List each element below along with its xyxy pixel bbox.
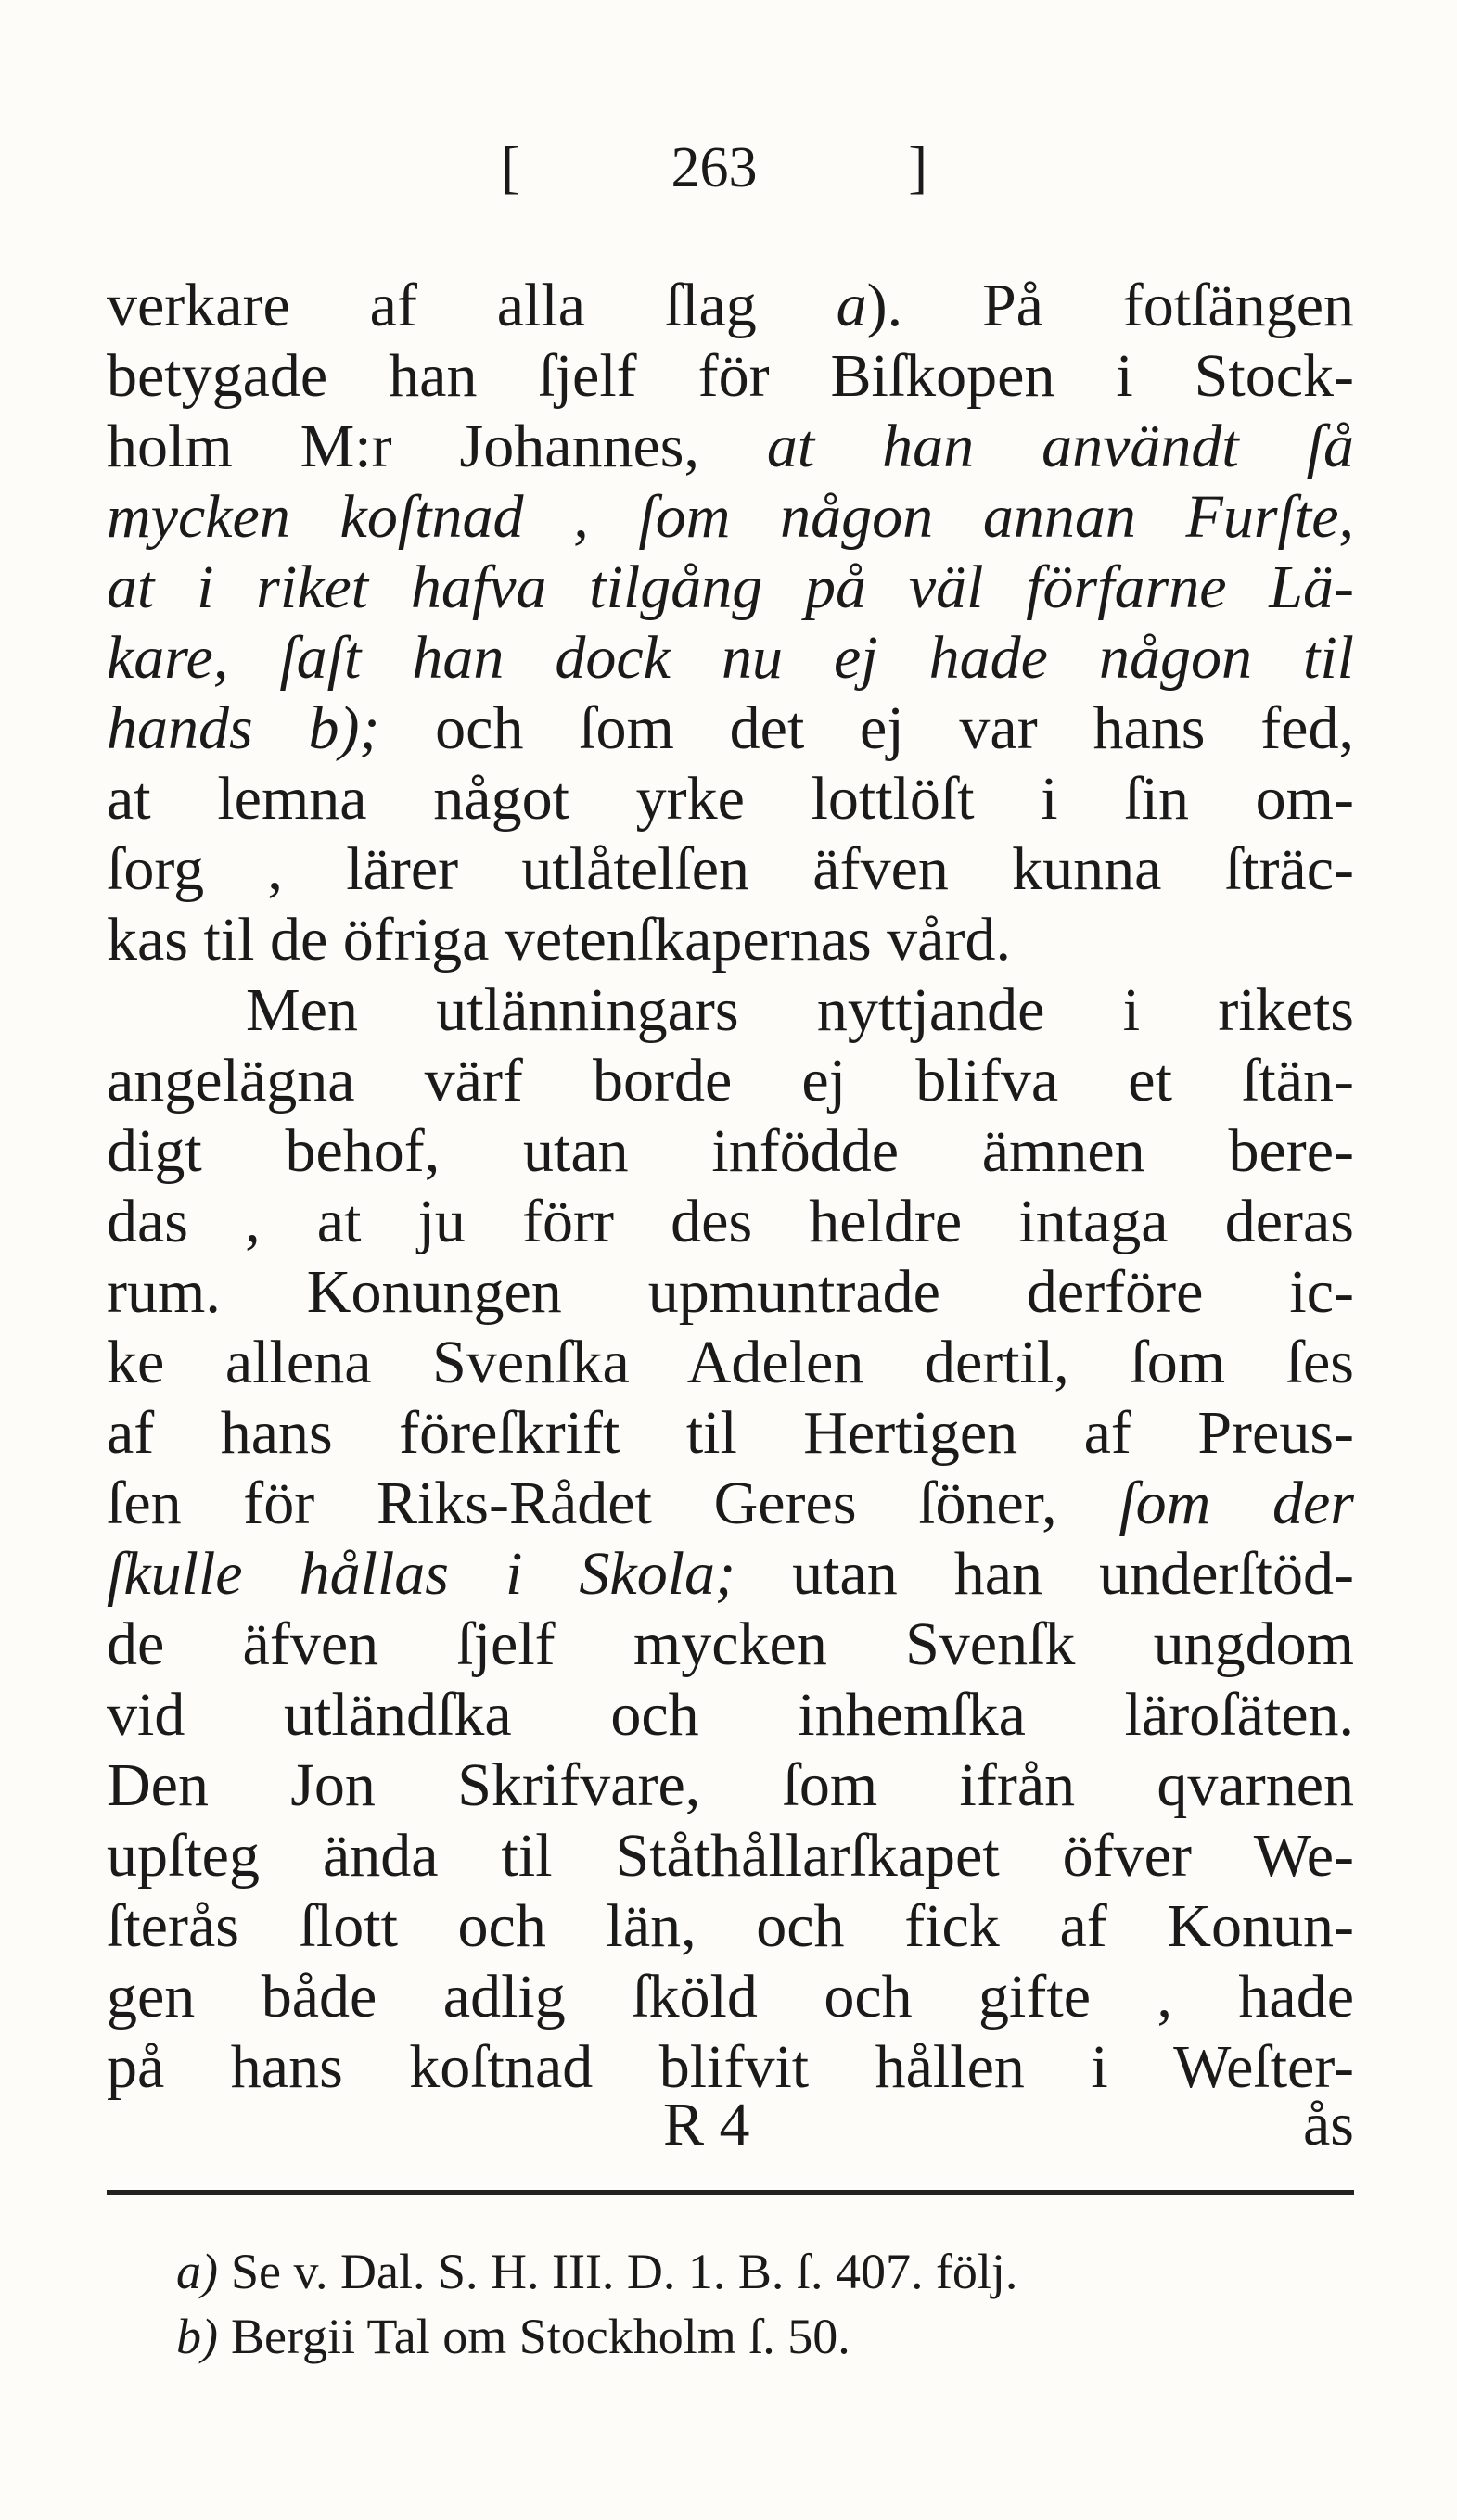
text-line	[107, 1962, 1354, 2032]
text-line	[107, 975, 1354, 1046]
footnote	[176, 2239, 1336, 2304]
text-span: Men utlänningars nyttjande i rikets	[246, 976, 1354, 1044]
text-line	[107, 1891, 1354, 1962]
italic-span: mycken koſtnad , ſom någon annan Furſte,	[107, 483, 1354, 551]
footnotes	[176, 2239, 1336, 2369]
text-line	[107, 1398, 1354, 1469]
text-line	[107, 694, 1354, 764]
text-span: kas til de öfriga vetenſkapernas vård.	[107, 906, 1011, 974]
text-line	[107, 1750, 1354, 1821]
text-line	[107, 1469, 1354, 1539]
text-line	[107, 553, 1354, 623]
text-span: gen både adlig ſköld och gifte , hade	[107, 1963, 1354, 2030]
text-line	[107, 1610, 1354, 1680]
text-line	[107, 1328, 1354, 1398]
text-span: och ſom det ej var hans fed,	[379, 694, 1354, 762]
text-line	[107, 834, 1354, 905]
text-line	[107, 482, 1354, 553]
footnote-text: Bergii Tal om Stockholm ſ. 50.	[230, 2309, 850, 2364]
footnote-rule	[107, 2190, 1354, 2195]
italic-span: at i riket hafva tilgång på väl förfarne Lä-	[107, 554, 1354, 621]
text-span: ke allena Svenſka Adelen dertil, ſom ſes	[107, 1329, 1354, 1396]
text-span: de äfven ſjelf mycken Svenſk ungdom	[107, 1610, 1354, 1678]
text-line	[107, 1539, 1354, 1610]
text-line	[107, 1046, 1354, 1116]
text-span: på hans koſtnad blifvit hållen i Weſter-	[107, 2033, 1354, 2101]
footnote-marker: b)	[176, 2309, 218, 2364]
footnote-text: Se v. Dal. S. H. III. D. 1. B. ſ. 407. följ.	[230, 2244, 1018, 2299]
text-span: ſterås ſlott och län, och fick af Konun-	[107, 1892, 1354, 1960]
text-span: angelägna värf borde ej blifva et ſtän-	[107, 1047, 1354, 1114]
text-line	[107, 1821, 1354, 1891]
italic-span: kare, ſaſt han dock nu ej hade någon til	[107, 624, 1354, 692]
footnote	[176, 2304, 1336, 2369]
italic-span: hands b);	[107, 694, 380, 762]
text-span: betygade han ſjelf för Biſkopen i Stock-	[107, 342, 1354, 410]
text-line	[107, 271, 1354, 341]
text-span: das , at ju förr des heldre intaga deras	[107, 1188, 1354, 1255]
text-line	[107, 1187, 1354, 1257]
italic-span: ſom der	[1118, 1470, 1354, 1537]
text-line	[107, 1257, 1354, 1328]
text-span: rum. Konungen upmuntrade derföre ic-	[107, 1258, 1354, 1326]
close-bracket: ]	[908, 136, 927, 199]
text-span: Den Jon Skrifvare, ſom ifrån qvarnen	[107, 1751, 1354, 1819]
text-span: digt behof, utan infödde ämnen bere-	[107, 1117, 1354, 1185]
text-span: upſteg ända til Ståthållarſkapet öfver We-	[107, 1822, 1354, 1890]
text-span: af hans föreſkrift til Hertigen af Preus-	[107, 1399, 1354, 1467]
text-span: vid utländſka och inhemſka läroſäten.	[107, 1681, 1354, 1749]
text-line	[107, 905, 1354, 975]
text-span: holm M:r Johannes,	[107, 413, 767, 480]
text-span: at lemna något yrke lottlöſt i ſin om-	[107, 765, 1354, 833]
text-line	[107, 1116, 1354, 1187]
text-line	[107, 1680, 1354, 1750]
text-span: utan han underſtöd-	[735, 1540, 1354, 1608]
page-number: 263	[671, 136, 758, 199]
open-bracket: [	[501, 136, 520, 199]
text-span: ſorg , lärer utlåtelſen äfven kunna ſträc-	[107, 835, 1354, 903]
text-line	[107, 764, 1354, 834]
text-span: ſen för Riks-Rådet Geres ſöner,	[107, 1470, 1119, 1537]
text-span: verkare af alla ſlag	[107, 272, 837, 339]
italic-span: at han användt ſå	[766, 413, 1354, 480]
text-line	[107, 623, 1354, 694]
body-text	[107, 271, 1354, 2103]
page-number-header	[501, 136, 927, 199]
text-line	[107, 341, 1354, 412]
signature-mark: R 4	[663, 2091, 750, 2158]
italic-span: ſkulle hållas i Skola;	[107, 1540, 736, 1608]
catchword: ås	[1303, 2091, 1354, 2158]
footnote-marker: a)	[176, 2244, 218, 2299]
text-line	[107, 412, 1354, 482]
italic-span: a	[836, 272, 867, 339]
catchline	[107, 2090, 1354, 2160]
text-span: ). På fotſängen	[866, 272, 1354, 339]
